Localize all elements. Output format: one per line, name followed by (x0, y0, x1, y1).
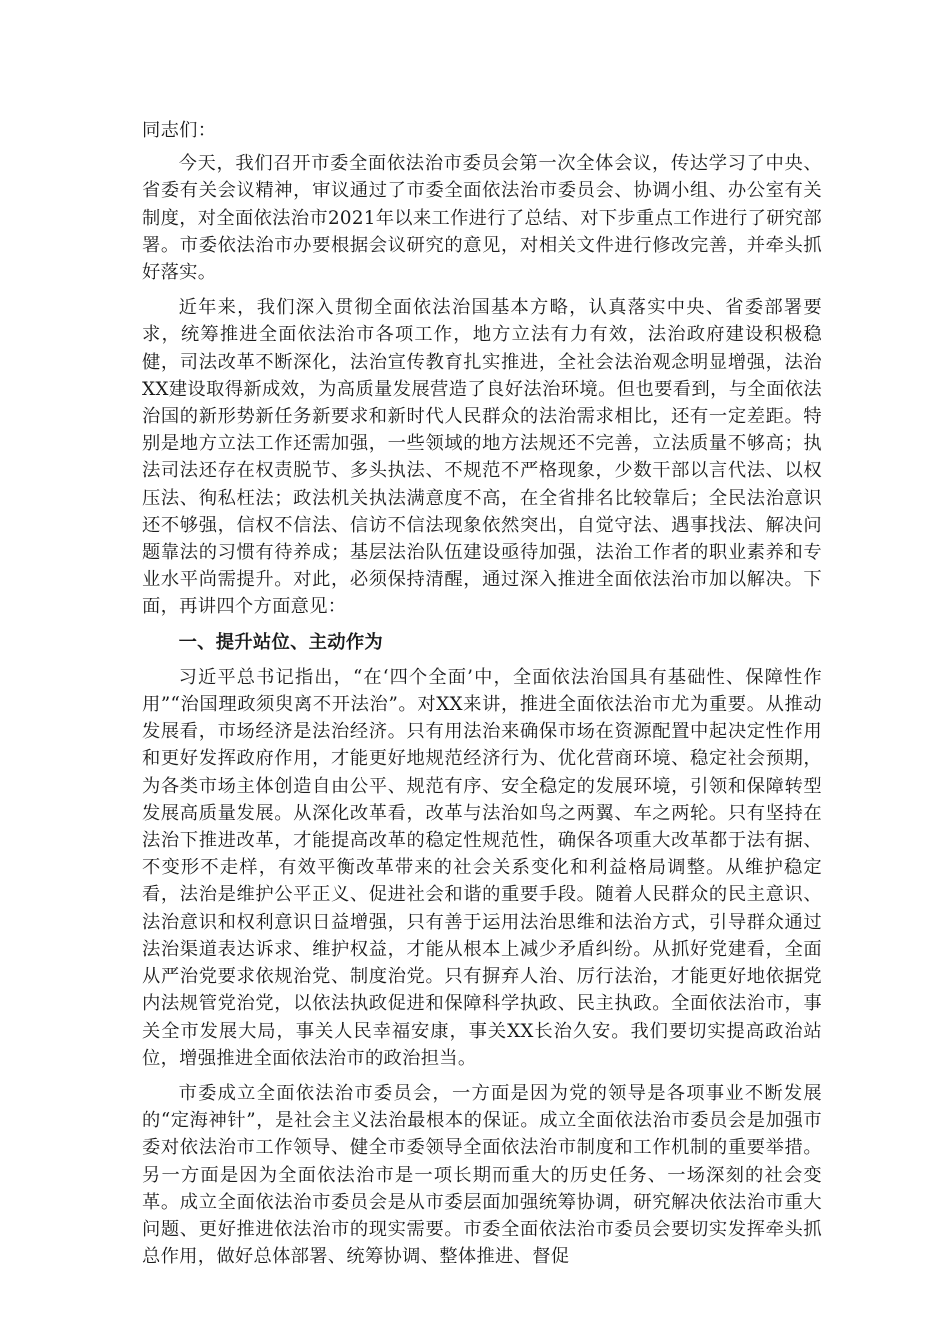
paragraph-importance: 习近平总书记指出，“在‘四个全面’中，全面依法治国具有基础性、保障性作用”“治国理政须臾离不开法治”。对XX来讲，推进全面依法治市尤为重要。从推动发展看，市场经济是法治经济。只有用法治来确保市场在资源配置中起决定性作用和更好发挥政府作用，才能更好地规范经济行为、优化营商环境、稳定社会预期，为各类市场主体创造自由公平、规范有序、安全稳定的发展环境，引领和保障转型发展高质量发展。从深化改革看，改革与法治如鸟之两翼、车之两轮。只有坚持在法治下推进改革，才能提高改革的稳定性规范性，确保各项重大改革都于法有据、不变形不走样，有效平衡改革带来的社会关系变化和利益格局调整。从维护稳定看，法治是维护公平正义、促进社会和谐的重要手段。随着人民群众的民主意识、法治意识和权利意识日益增强，只有善于运用法治思维和法治方式，引导群众通过法治渠道表达诉求、维护权益，才能从根本上减少矛盾纠纷。从抓好党建看，全面从严治党要求依规治党、制度治党。只有摒弃人治、厉行法治，才能更好地依据党内法规管党治党，以依法执政促进和保障科学执政、民主执政。全面依法治市，事关全市发展大局，事关人民幸福安康，事关XX长治久安。我们要切实提高政治站位，增强推进全面依法治市的政治担当。 (142, 666, 822, 1069)
document-body (142, 117, 822, 1278)
greeting: 同志们： (142, 120, 217, 141)
paragraph-opening: 今天，我们召开市委全面依法治市委员会第一次全体会议，传达学习了中央、省委有关会议精神，审议通过了市委全面依法治市委员会、协调小组、办公室有关制度，对全面依法治市2021年以来工作进行了总结、对下步重点工作进行了研究部署。市委依法治市办要根据会议研究的意见，对相关文件进行修改完善，并牵头抓好落实。 (142, 153, 822, 284)
section-heading: 一、提升站位、主动作为 (178, 631, 383, 653)
paragraph-review: 近年来，我们深入贯彻全面依法治国基本方略，认真落实中央、省委部署要求，统筹推进全面依法治市各项工作，地方立法有力有效，法治政府建设积极稳健，司法改革不断深化，法治宣传教育扎实推进，全社会法治观念明显增强，法治XX建设取得新成效，为高质量发展营造了良好法治环境。但也要看到，与全面依法治国的新形势新任务新要求和新时代人民群众的法治需求相比，还有一定差距。特别是地方立法工作还需加强，一些领域的地方法规还不完善，立法质量不够高；执法司法还存在权责脱节、多头执法、不规范不严格现象，少数干部以言代法、以权压法、徇私枉法；政法机关执法满意度不高，在全省排名比较靠后；全民法治意识还不够强，信权不信法、信访不信法现象依然突出，自觉守法、遇事找法、解决问题靠法的习惯有待养成；基层法治队伍建设亟待加强，法治工作者的职业素养和专业水平尚需提升。对此，必须保持清醒，通过深入推进全面依法治市加以解决。下面，再讲四个方面意见： (142, 297, 822, 618)
paragraph-committee: 市委成立全面依法治市委员会，一方面是因为党的领导是各项事业不断发展的“定海神针”，是社会主义法治最根本的保证。成立全面依法治市委员会是加强市委对依法治市工作领导、健全市委领导全面依法治市制度和工作机制的重要举措。另一方面是因为全面依法治市是一项长期而重大的历史任务、一场深刻的社会变革。成立全面依法治市委员会是从市委层面加强统筹协调，研究解决依法治市重大问题、更好推进依法治市的现实需要。市委全面依法治市委员会要切实发挥牵头抓总作用，做好总体部署、统筹协调、整体推进、督促 (142, 1082, 822, 1268)
